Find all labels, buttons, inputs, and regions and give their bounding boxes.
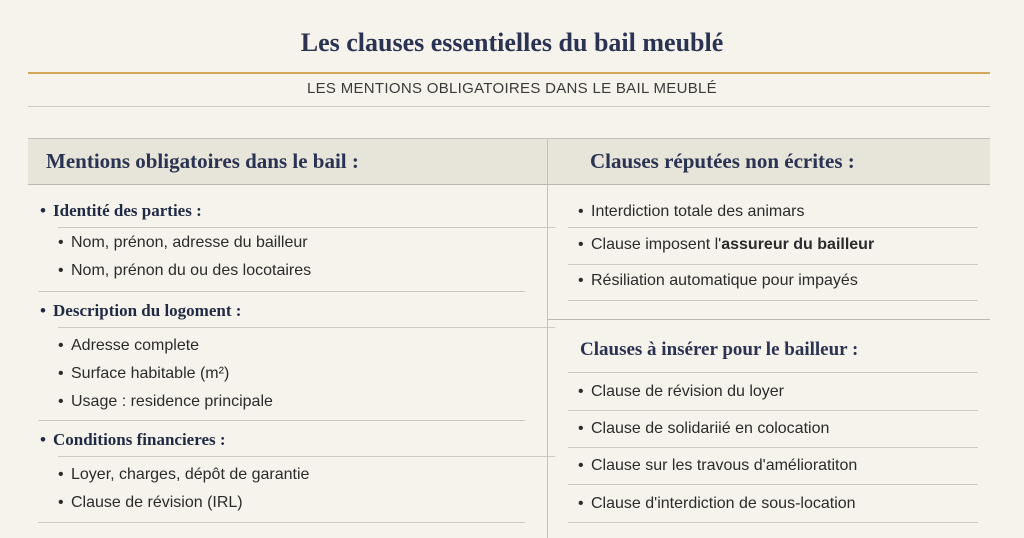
subtitle-rule	[28, 106, 990, 107]
divider	[58, 327, 555, 328]
list-item: • Nom, prénon du ou des locotaires	[58, 262, 312, 279]
page-subtitle: LES MENTIONS OBLIGATOIRES DANS LE BAIL MEUBLÉ	[306, 80, 717, 97]
divider	[568, 447, 978, 448]
list-item: • Adresse complete	[58, 337, 200, 354]
divider	[568, 522, 978, 523]
list-item: • Nom, prénon, adresse du bailleur	[58, 234, 308, 251]
divider	[38, 522, 525, 523]
divider	[568, 484, 978, 485]
bullet-icon: •	[578, 272, 584, 289]
list-item: • Clause de révision du loyer	[578, 383, 784, 400]
list-item: • Clause d'interdiction de sous-location	[578, 495, 856, 512]
section-title-parties: • Identité des parties :	[40, 201, 202, 220]
bullet-icon: •	[58, 494, 64, 511]
list-item: • Résiliation automatique pour impayés	[578, 272, 858, 289]
divider	[568, 264, 978, 265]
right-heading-2: Clauses à insérer pour le bailleur :	[580, 339, 859, 360]
bullet-icon: •	[58, 466, 64, 483]
bullet-icon: •	[58, 234, 64, 251]
divider	[38, 420, 525, 421]
bullet-icon: •	[58, 365, 64, 382]
bullet-icon: •	[578, 383, 584, 400]
list-item: • Clause sur les travous d'amélioratiton	[578, 457, 858, 474]
bullet-icon: •	[58, 393, 64, 410]
page-title: Les clauses essentielles du bail meublé	[300, 28, 724, 57]
bullet-icon: •	[40, 301, 46, 320]
bullet-icon: •	[578, 457, 584, 474]
list-item: • Surface habitable (m²)	[58, 365, 230, 382]
divider	[58, 227, 555, 228]
mandatory-mentions-panel	[28, 139, 547, 538]
list-item: • Loyer, charges, dépôt de garantie	[58, 466, 310, 483]
divider	[568, 372, 978, 373]
section-separator	[548, 319, 990, 320]
section-title-financial: • Conditions financieres :	[40, 430, 226, 449]
bullet-icon: •	[578, 495, 584, 512]
bullet-icon: •	[58, 262, 64, 279]
list-item: • Interdiction totale des animars	[578, 203, 805, 220]
bullet-icon: •	[40, 430, 46, 449]
bullet-icon: •	[578, 420, 584, 437]
list-item: • Usage : residence principale	[58, 393, 273, 410]
divider	[58, 456, 555, 457]
left-header-band	[28, 139, 547, 185]
divider	[568, 300, 978, 301]
bullet-icon: •	[58, 337, 64, 354]
list-item: • Clause imposent l'assureur du bailleur	[578, 236, 875, 253]
right-heading: Clauses réputées non écrites :	[590, 149, 855, 173]
clauses-panel	[548, 139, 990, 538]
divider	[568, 227, 978, 228]
right-header-band	[548, 139, 990, 185]
bullet-icon: •	[578, 236, 584, 253]
bullet-icon: •	[40, 201, 46, 220]
title-rule	[28, 72, 990, 74]
list-item: • Clause de révision (IRL)	[58, 494, 243, 511]
bullet-icon: •	[578, 203, 584, 220]
left-heading: Mentions obligatoires dans le bail :	[46, 149, 359, 173]
divider	[568, 410, 978, 411]
divider	[38, 291, 525, 292]
section-title-logement: • Description du logoment :	[40, 301, 242, 320]
list-item: • Clause de solidariié en colocation	[578, 420, 830, 437]
